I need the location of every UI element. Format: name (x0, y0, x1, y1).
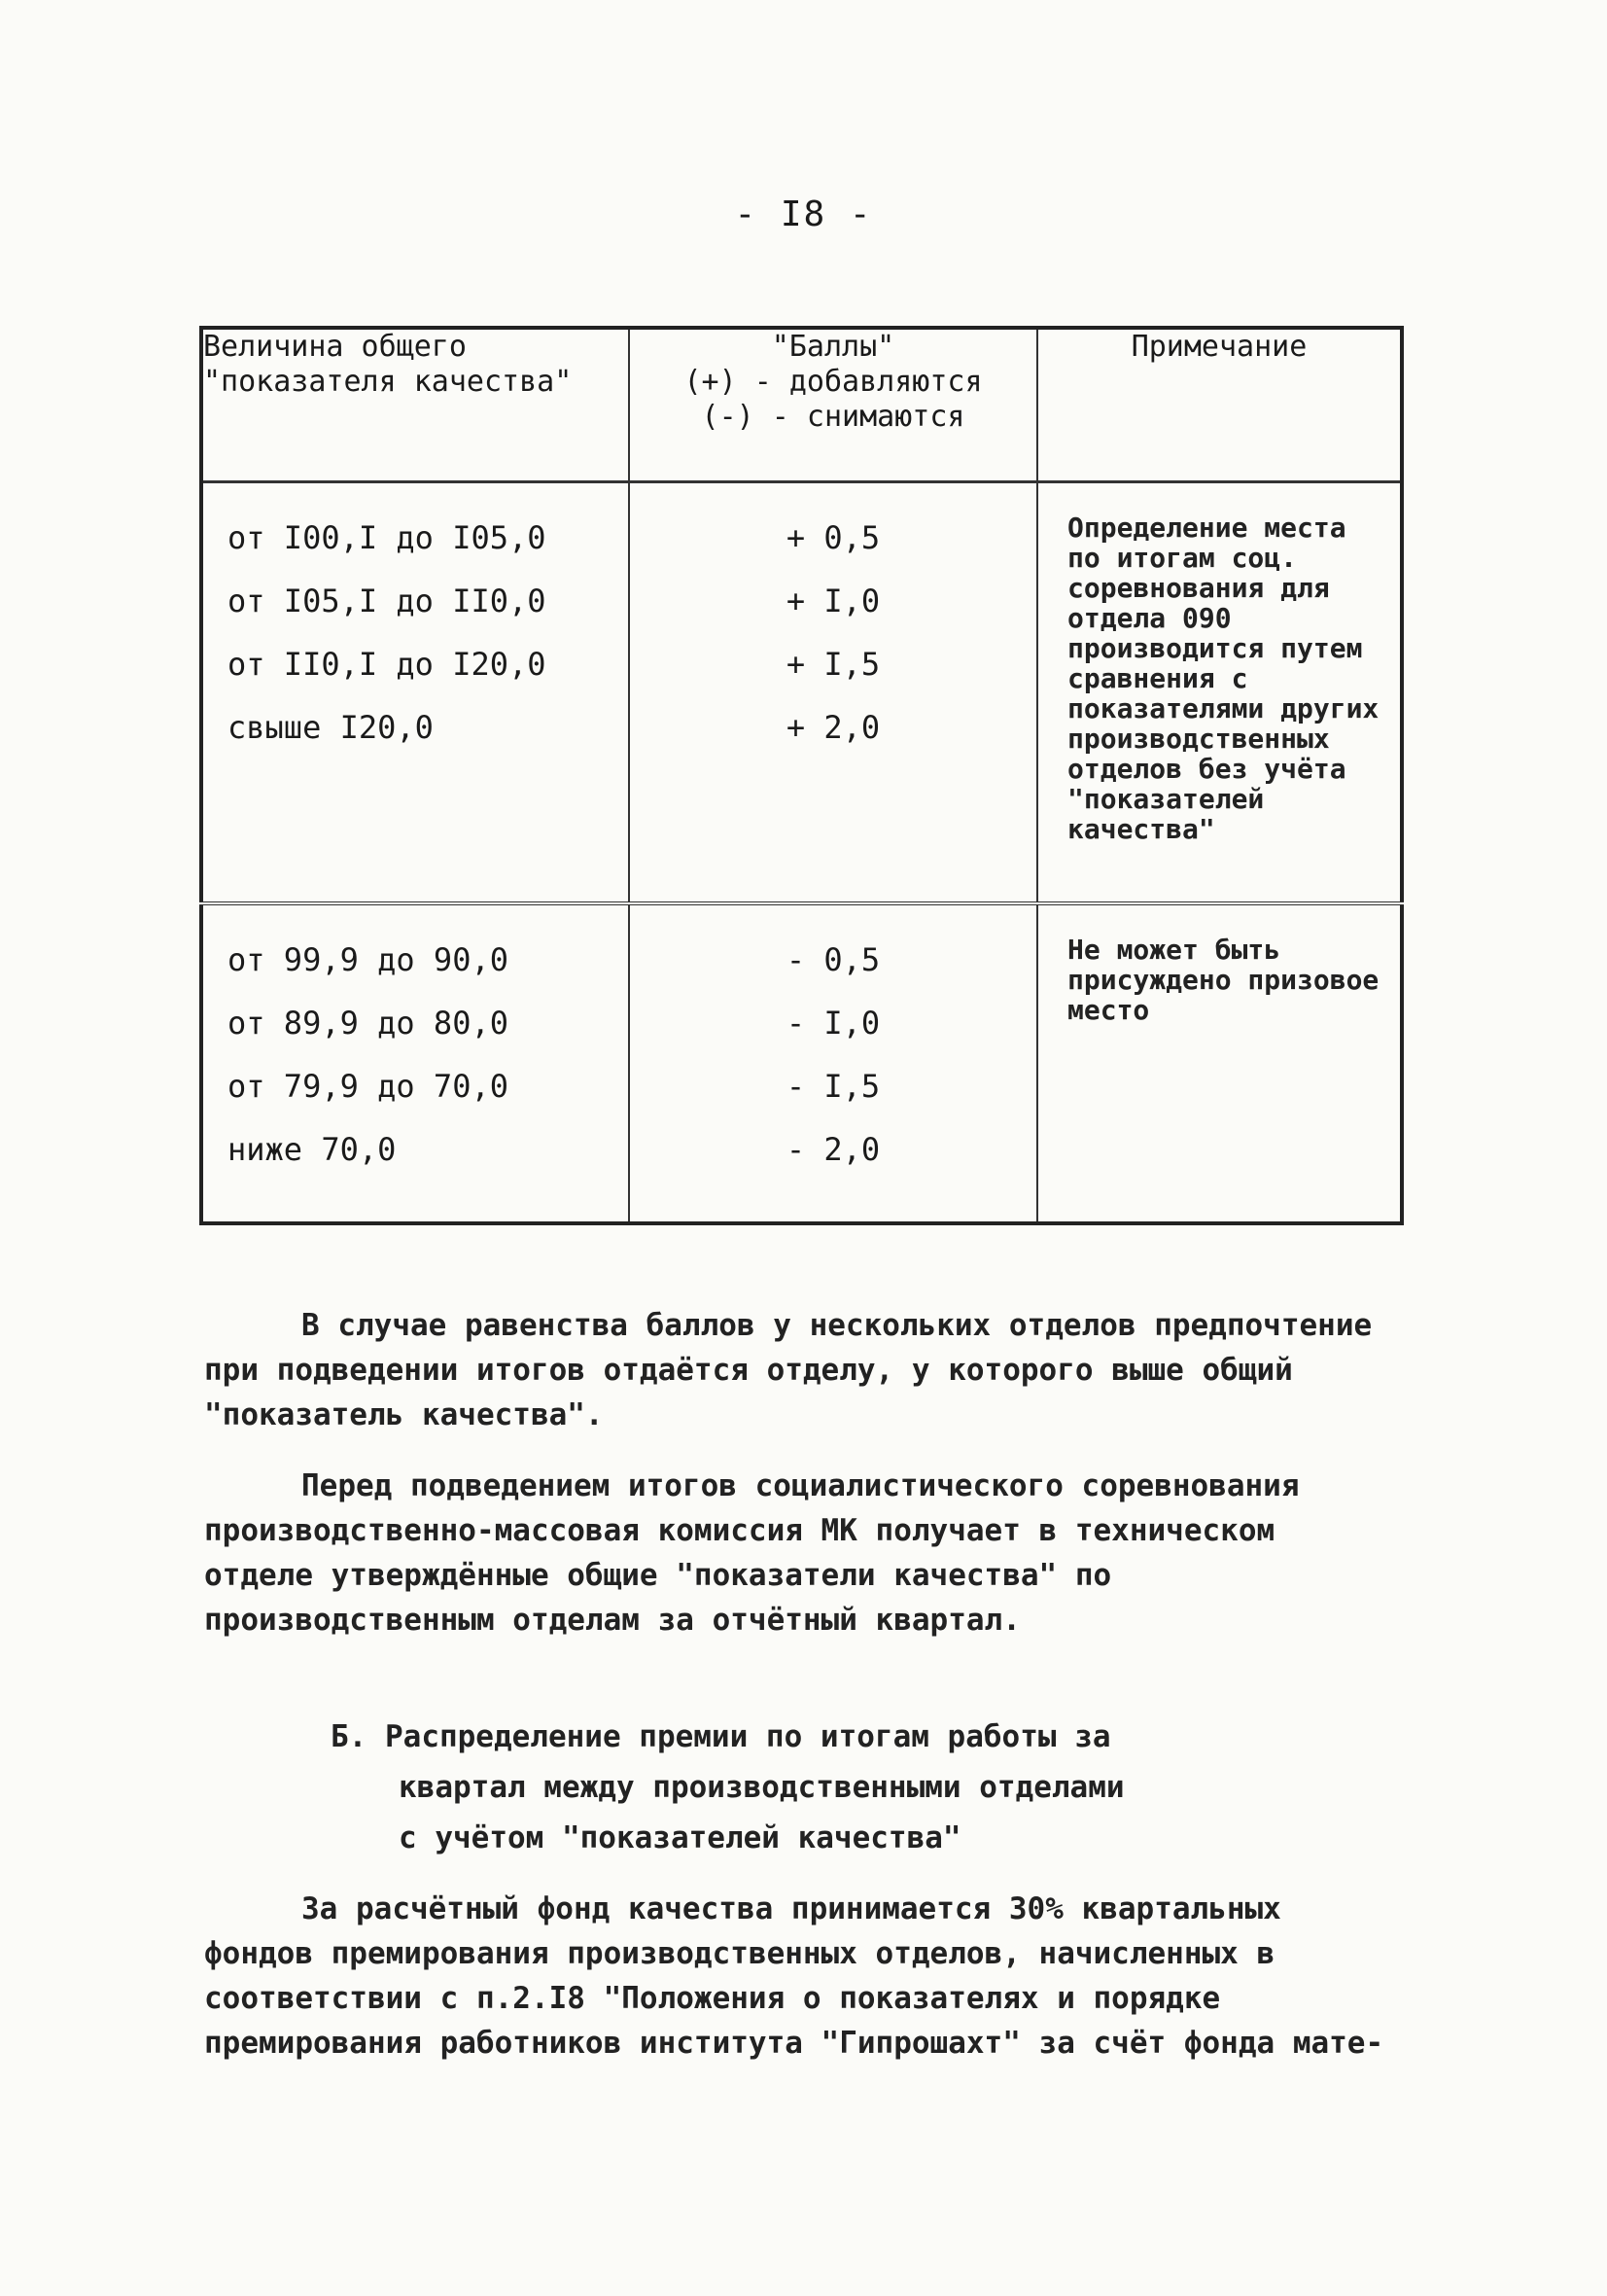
minus-points-cell (629, 903, 1037, 1223)
section-heading-line3: с учётом "показателей качества" (399, 1820, 961, 1855)
table-cell-range: от 99,9 до 90,0 (227, 941, 508, 978)
plus-note-cell (1037, 482, 1402, 904)
table-cell-points: - 2,0 (786, 1131, 881, 1168)
header-quality-value (201, 328, 629, 482)
header-col1-line2: "показателя качества" (203, 365, 573, 399)
table-cell-range: ниже 70,0 (227, 1131, 397, 1168)
table-cell-points: - 0,5 (786, 941, 881, 978)
table-cell-range: от I05,I до II0,0 (227, 583, 546, 619)
header-col2-line3: (-) - снимаются (701, 400, 965, 434)
table-cell-range: от 89,9 до 80,0 (227, 1005, 508, 1042)
minus-note-cell (1037, 903, 1402, 1223)
minus-ranges-cell (201, 903, 629, 1223)
table-row-plus (201, 482, 1402, 904)
header-note: Примечание (1037, 328, 1402, 482)
header-points (629, 328, 1037, 482)
table-header-row (201, 328, 1402, 482)
table-cell-note: Не может быть присуждено призовое место (1067, 934, 1380, 1026)
section-heading-line1: Б. Распределение премии по итогам работы за (331, 1719, 1111, 1754)
table-cell-points: + 2,0 (786, 709, 881, 746)
table-row-minus (201, 903, 1402, 1223)
table-cell-range: свыше I20,0 (227, 709, 434, 746)
paragraph-commission: Перед подведением итогов социалистического соревнования производственно-массовая комиссия МК получает в техническом отделе утверждённые общие "показатели качества" по производственным отделам за отчётный квартал. (204, 1468, 1300, 1638)
section-heading-line2: квартал между производственными отделами (399, 1770, 1125, 1805)
paragraph-quality-fund: За расчётный фонд качества принимается 30% квартальных фондов премирования производственных отделов, начисленных в соответствии с п.2.I8 "Положения о показателях и порядке премирования работников института "Гипрошахт" за счёт фонда мате- (204, 1891, 1384, 2061)
table-cell-range: от 79,9 до 70,0 (227, 1068, 508, 1105)
page-number: - I8 - (734, 194, 873, 234)
plus-ranges-cell (201, 482, 629, 904)
header-col2-line1: "Баллы" (771, 330, 895, 364)
table-cell-points: + 0,5 (786, 519, 881, 556)
paragraph-tie-rule: В случае равенства баллов у нескольких отделов предпочтение при подведении итогов отдаётся отделу, у которого выше общий "показатель качества". (204, 1308, 1373, 1432)
table-cell-points: + I,0 (786, 583, 881, 619)
table-cell-note: Определение места по итогам соц. соревнования для отдела 090 производится путем сравнения с показателями других производственных отделов без учёта "показателей качества" (1067, 512, 1380, 845)
section-heading (331, 1712, 1303, 1863)
table-cell-points: + I,5 (786, 646, 881, 683)
table-cell-points: - I,0 (786, 1005, 881, 1042)
header-col2-line2: (+) - добавляются (683, 365, 983, 399)
plus-points-cell (629, 482, 1037, 904)
table-cell-range: от II0,I до I20,0 (227, 646, 546, 683)
table-cell-points: - I,5 (786, 1068, 881, 1105)
table-cell-range: от I00,I до I05,0 (227, 519, 546, 556)
quality-points-table (199, 326, 1404, 1225)
header-col1-line1: Величина общего (203, 330, 467, 364)
